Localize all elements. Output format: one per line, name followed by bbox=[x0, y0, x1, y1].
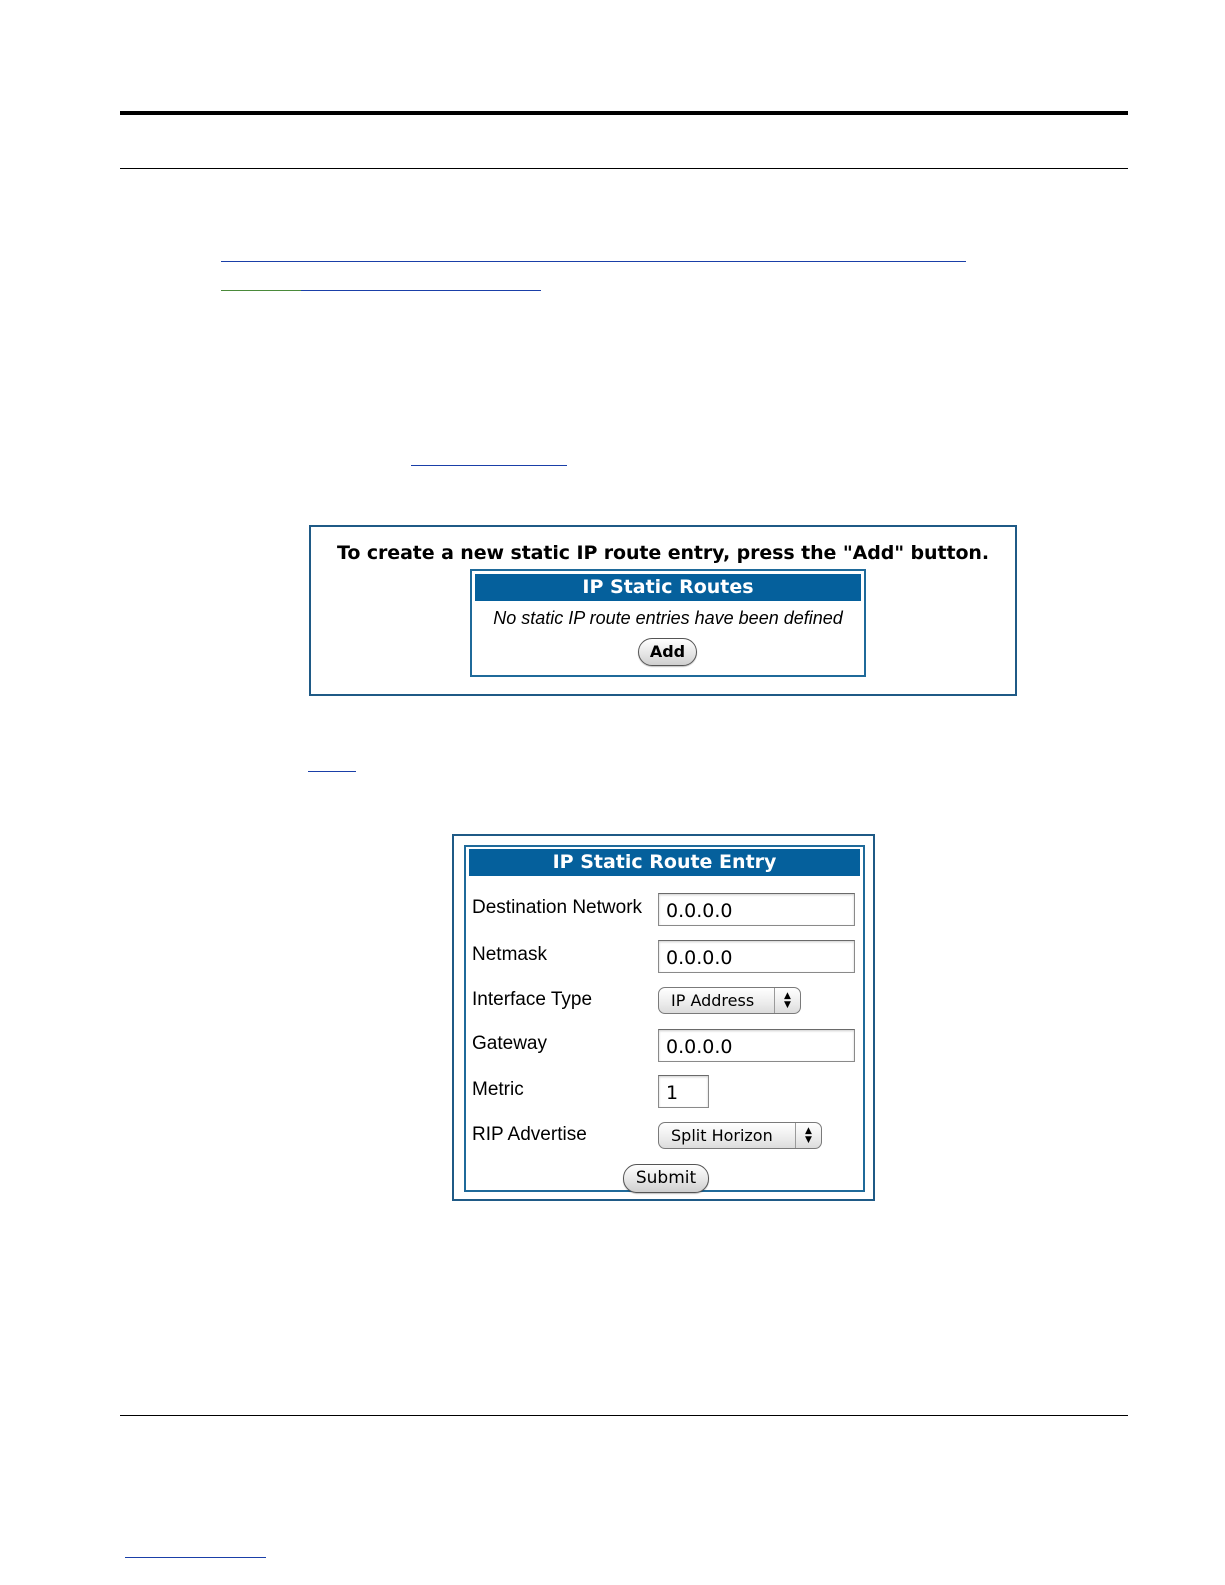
select-arrows-icon: ▲ ▼ bbox=[795, 1123, 821, 1148]
metric-input[interactable]: 1 bbox=[658, 1075, 709, 1108]
rip-advertise-value: Split Horizon bbox=[671, 1126, 773, 1145]
link-underline-3[interactable] bbox=[411, 465, 567, 466]
ip-static-routes-screenshot bbox=[309, 525, 1017, 696]
gateway-input[interactable]: 0.0.0.0 bbox=[658, 1029, 855, 1062]
rip-advertise-label: RIP Advertise bbox=[472, 1124, 587, 1145]
destination-network-input[interactable]: 0.0.0.0 bbox=[658, 893, 855, 926]
ip-static-route-entry-form bbox=[464, 845, 865, 1192]
link-underline-1[interactable] bbox=[221, 261, 966, 262]
link-underline-2a[interactable] bbox=[221, 290, 301, 291]
netmask-input[interactable]: 0.0.0.0 bbox=[658, 940, 855, 973]
interface-type-label: Interface Type bbox=[472, 989, 593, 1010]
select-arrows-icon: ▲ ▼ bbox=[774, 988, 800, 1013]
add-button[interactable]: Add bbox=[638, 638, 697, 666]
rip-advertise-select[interactable] bbox=[658, 1122, 822, 1149]
top-thin-rule bbox=[120, 168, 1128, 169]
netmask-label: Netmask bbox=[472, 944, 547, 965]
add-instruction-text: To create a new static IP route entry, press the "Add" button. bbox=[337, 542, 989, 564]
ip-static-routes-table bbox=[470, 569, 866, 677]
submit-button[interactable]: Submit bbox=[623, 1164, 709, 1193]
link-underline-2b[interactable] bbox=[301, 290, 541, 291]
destination-network-label: Destination Network bbox=[472, 897, 643, 918]
gateway-label: Gateway bbox=[472, 1033, 547, 1054]
interface-type-select[interactable] bbox=[658, 987, 801, 1014]
footer-link-underline[interactable] bbox=[125, 1557, 266, 1558]
empty-routes-message: No static IP route entries have been defined bbox=[493, 608, 843, 628]
link-underline-4[interactable] bbox=[308, 771, 356, 772]
footer-rule bbox=[120, 1415, 1128, 1416]
ip-static-route-entry-screenshot bbox=[452, 834, 875, 1201]
metric-label: Metric bbox=[472, 1079, 524, 1100]
entry-table-title: IP Static Route Entry bbox=[469, 849, 860, 876]
top-thick-rule bbox=[120, 111, 1128, 115]
routes-table-title: IP Static Routes bbox=[475, 574, 861, 601]
interface-type-value: IP Address bbox=[671, 991, 755, 1010]
